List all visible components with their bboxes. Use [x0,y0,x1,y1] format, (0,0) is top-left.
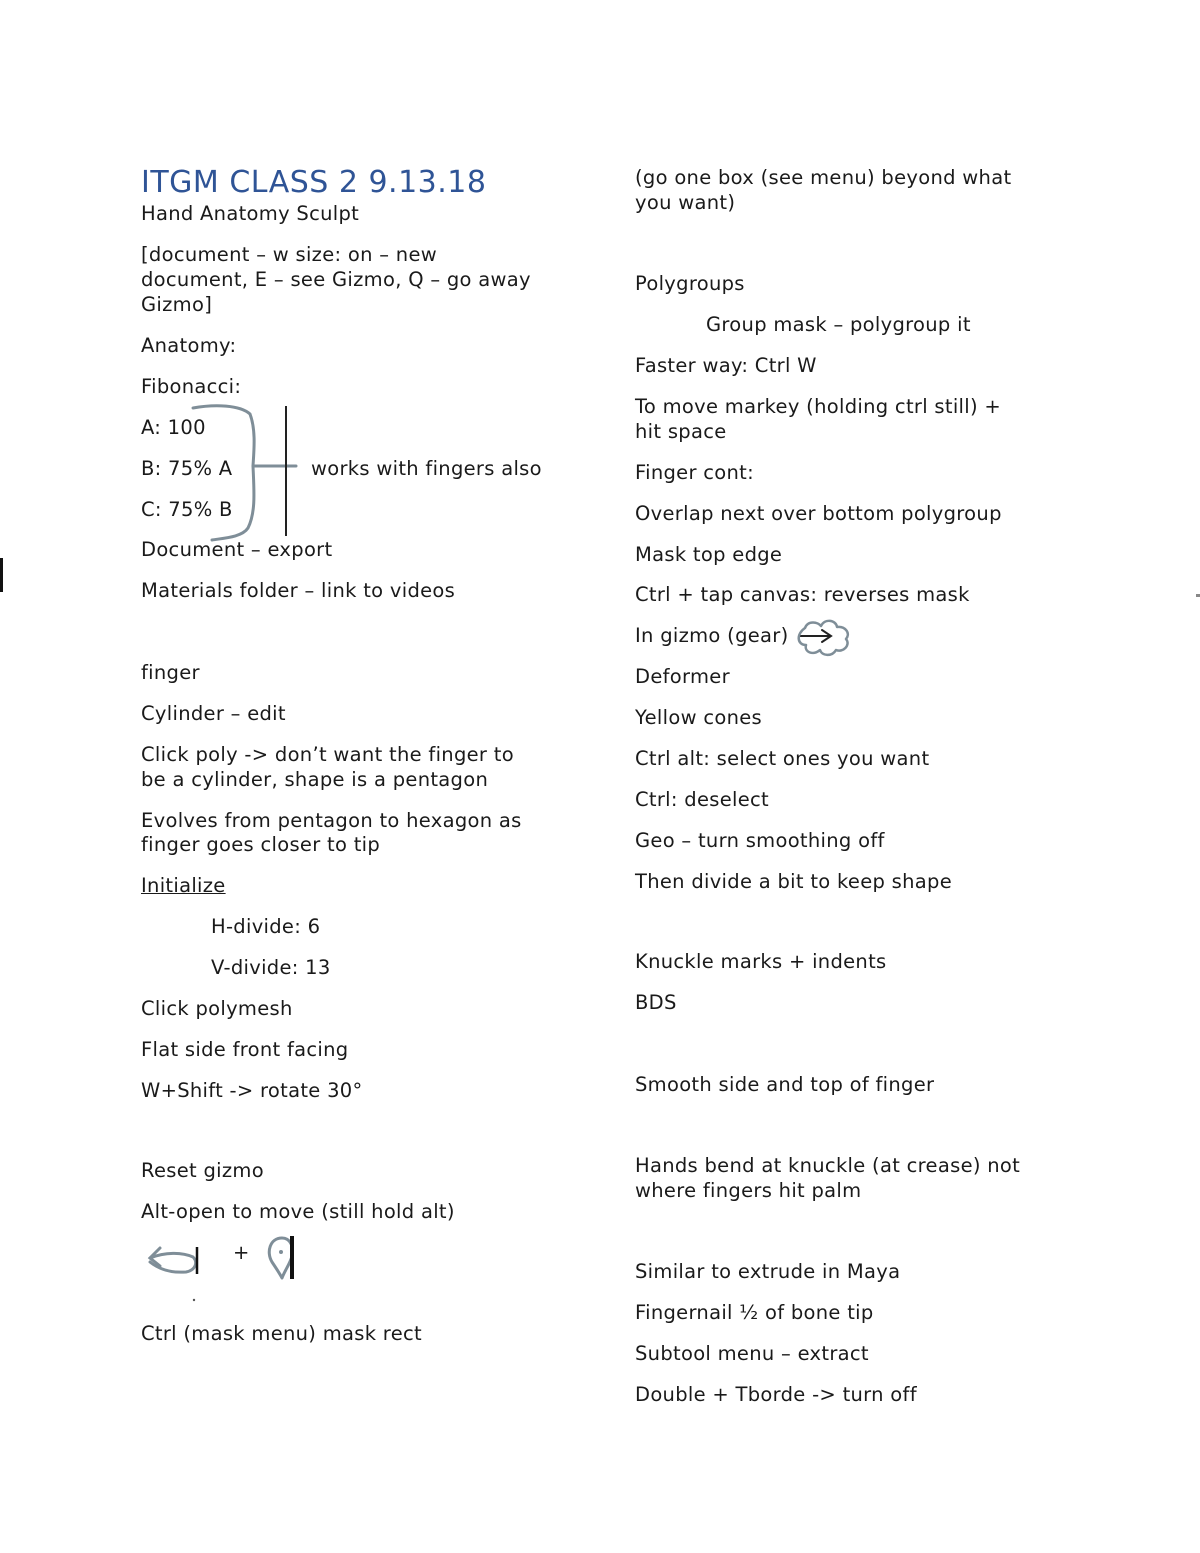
go-one-box-line-1: (go one box (see menu) beyond what [635,166,1012,189]
subtitle: Hand Anatomy Sculpt [141,202,360,225]
flat-side: Flat side front facing [141,1038,349,1061]
page-title: ITGM CLASS 2 9.13.18 [141,165,487,200]
fibonacci-c: C: 75% B [141,498,233,521]
similar-extrude: Similar to extrude in Maya [635,1260,901,1283]
left-edge-mark [0,558,3,592]
alt-open: Alt-open to move (still hold alt) [141,1200,455,1223]
geo-smoothing: Geo – turn smoothing off [635,829,885,852]
fingernail: Fingernail ½ of bone tip [635,1301,874,1324]
faster-way: Faster way: Ctrl W [635,354,817,377]
go-one-box-line-2: you want) [635,191,736,214]
doc-note-line-2: document, E – see Gizmo, Q – go away [141,268,531,291]
right-edge-mark [1196,594,1200,597]
cylinder-edit: Cylinder – edit [141,702,286,725]
doc-note-line-1: [document – w size: on – new [141,243,438,266]
smooth-side: Smooth side and top of finger [635,1073,935,1096]
ctrl-deselect: Ctrl: deselect [635,788,769,811]
group-mask: Group mask – polygroup it [706,313,971,336]
double-tborde: Double + Tborde -> turn off [635,1383,917,1406]
hands-bend-line-2: where fingers hit palm [635,1179,862,1202]
doc-note-line-3: Gizmo] [141,293,213,316]
initialize-heading: Initialize [141,874,226,897]
mask-top-edge: Mask top edge [635,543,783,566]
click-polymesh: Click polymesh [141,997,293,1020]
fibonacci-note: works with fingers also [311,457,542,480]
fibonacci-a: A: 100 [141,416,206,439]
h-divide: H-divide: 6 [211,915,321,938]
finger-cont: Finger cont: [635,461,754,484]
finger-heading: finger [141,661,200,684]
click-poly-line-2: be a cylinder, shape is a pentagon [141,768,489,791]
overlap-note: Overlap next over bottom polygroup [635,502,1002,525]
anatomy-heading: Anatomy: [141,334,237,357]
yellow-cones: Yellow cones [635,706,762,729]
plus-sign: + [233,1241,250,1264]
hands-bend-line-1: Hands bend at knuckle (at crease) not [635,1154,1021,1177]
polygroups-heading: Polygroups [635,272,745,295]
bds: BDS [635,991,677,1014]
evolves-line-2: finger goes closer to tip [141,833,381,856]
materials-folder: Materials folder – link to videos [141,579,456,602]
ctrl-tap-canvas: Ctrl + tap canvas: reverses mask [635,583,970,606]
deformer: Deformer [635,665,730,688]
ctrl-alt-select: Ctrl alt: select ones you want [635,747,930,770]
then-divide: Then divide a bit to keep shape [635,870,953,893]
move-markey-line-1: To move markey (holding ctrl still) + [635,395,1002,418]
rotate-note: W+Shift -> rotate 30° [141,1079,363,1102]
ctrl-mask-rect: Ctrl (mask menu) mask rect [141,1322,422,1345]
click-poly-line-1: Click poly -> don’t want the finger to [141,743,514,766]
knuckle-marks: Knuckle marks + indents [635,950,887,973]
subtool-menu: Subtool menu – extract [635,1342,869,1365]
in-gizmo: In gizmo (gear) [635,624,789,647]
evolves-line-1: Evolves from pentagon to hexagon as [141,809,522,832]
fibonacci-heading: Fibonacci: [141,375,242,398]
move-markey-line-2: hit space [635,420,727,443]
reset-gizmo: Reset gizmo [141,1159,264,1182]
fibonacci-b: B: 75% A [141,457,233,480]
document-export: Document – export [141,538,333,561]
v-divide: V-divide: 13 [211,956,331,979]
